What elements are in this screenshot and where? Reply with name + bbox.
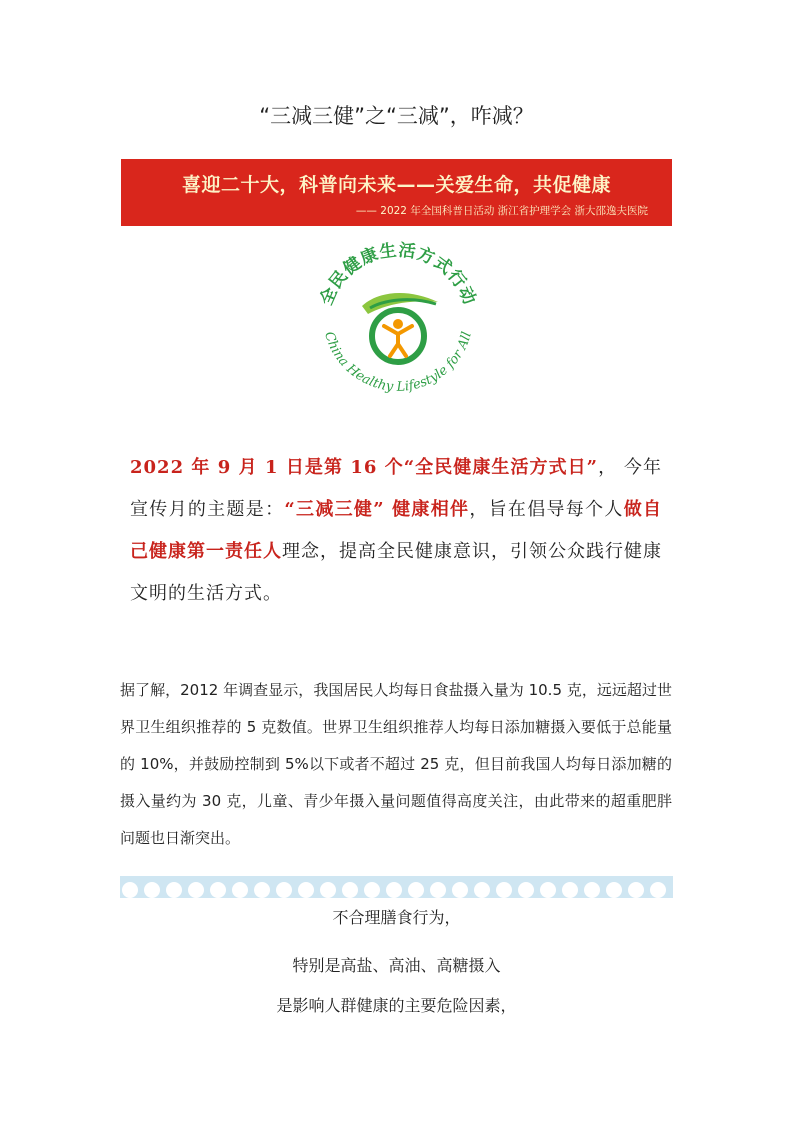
divider-scallop [254,882,270,898]
intro-text-3: 理念，提高全民健康意识，引领公众践行健康文明的生活方式。 [130,541,662,604]
divider-scallop [474,882,490,898]
intro-paragraph [130,447,662,615]
divider-scallop [144,882,160,898]
center-line-3: 是影响人群健康的主要危险因素， [276,996,517,1015]
divider-scallop [320,882,336,898]
divider-scallop [606,882,622,898]
intro-responsibility: 做自己健康第一责任人 [130,499,662,562]
divider-scallop [650,882,666,898]
divider-scallop [122,882,138,898]
divider-scallop [628,882,644,898]
divider-scallop [584,882,600,898]
banner-title: 喜迎二十大，科普向未来——关爱生命，共促健康 [181,174,611,196]
divider-scallop [232,882,248,898]
divider-scallop [364,882,380,898]
divider-scallop [342,882,358,898]
divider-scallop [298,882,314,898]
intro-text-1: ， 今年宣传月的主题是： [130,457,662,520]
scalloped-divider [120,876,673,898]
divider-scallop [210,882,226,898]
center-line-2: 特别是高盐、高油、高糖摄入 [292,956,501,975]
divider-scallop [562,882,578,898]
divider-scallop [540,882,556,898]
divider-scallop [518,882,534,898]
intro-date: 2022 年 9 月 1 日是第 16 个“全民健康生活方式日” [130,457,599,478]
divider-scallop [386,882,402,898]
center-line-1: 不合理膳食行为， [332,908,461,927]
logo-figure-body [384,326,412,356]
logo-en-text: China Healthy Lifestyle for All [321,329,475,395]
divider-scallop [188,882,204,898]
event-banner [121,159,672,226]
survey-paragraph: 据了解，2012 年调查显示，我国居民人均每日食盐摄入量为 10.5 克，远远超过世界卫生组织推荐的 5 克数值。世界卫生组织推荐人均每日添加糖摄入要低于总能量的 10%，并鼓励控制到 5%以下或者不超过 25 克，但目前我国人均每日添加糖的摄入量约为 30 克，儿童、青少年摄入量问题值得高度关注，由此带来的超重肥胖问题也日渐突出。 [120,681,672,847]
intro-text-2: ，旨在倡导每个人 [469,499,624,520]
divider-scallop [430,882,446,898]
intro-theme: “三减三健” 健康相伴 [284,499,470,520]
logo-figure-head [393,319,403,329]
article-title: “三减三健”之“三减”，咋减？ [259,104,534,128]
divider-scallop [276,882,292,898]
divider-scallop [166,882,182,898]
divider-scallop [408,882,424,898]
divider-scallop [452,882,468,898]
banner-subtitle: —— 2022 年全国科普日活动 浙江省护理学会 浙大邵逸夫医院 [355,205,648,217]
healthy-lifestyle-logo [298,236,498,436]
divider-scallop [496,882,512,898]
logo-cn-text: 全民健康生活方式行动 [316,240,480,309]
